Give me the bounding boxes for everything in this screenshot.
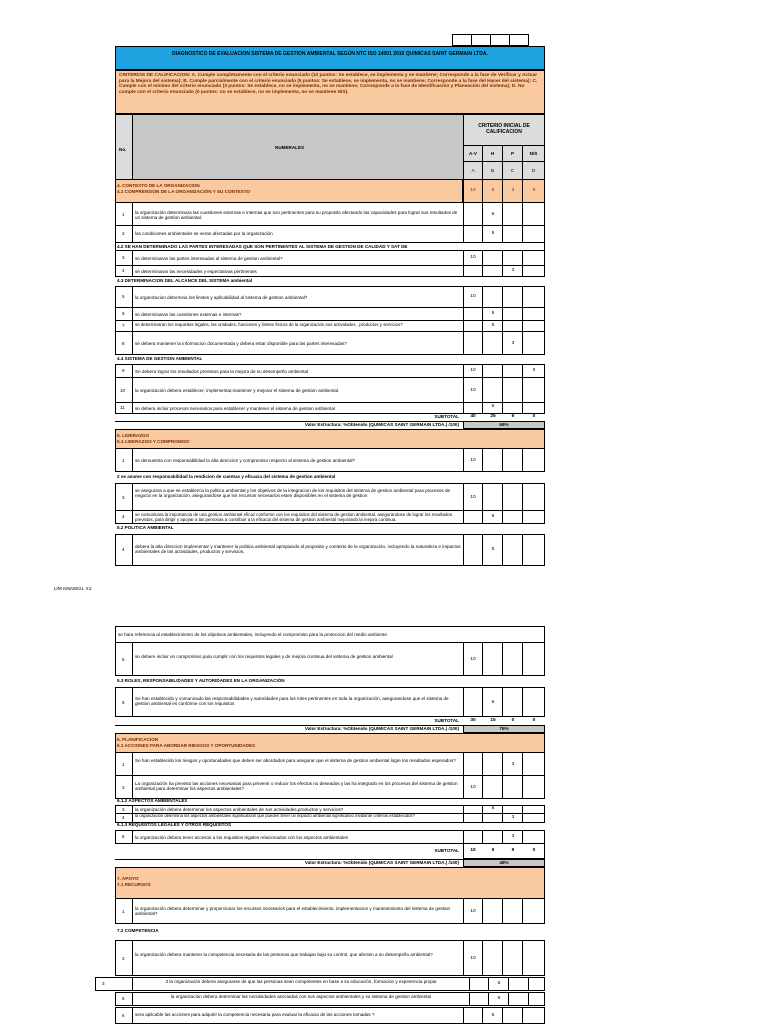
score-a: 10 <box>470 294 476 299</box>
score-cell <box>522 377 545 403</box>
score-h: 5 <box>491 231 495 236</box>
row-text-cell <box>132 225 464 243</box>
row-text-cell <box>132 265 464 277</box>
section-7-title: 7. APOYO <box>117 876 139 881</box>
score-p: 3 <box>511 762 515 767</box>
subtotal-a: 10 <box>470 848 476 853</box>
criterios-box <box>115 70 545 114</box>
row-text-cell <box>132 1007 464 1024</box>
row-text-cell <box>132 331 464 355</box>
score-cell <box>463 510 483 524</box>
score-cell <box>482 898 503 924</box>
col-label: A-V <box>469 151 477 156</box>
row-text-cell <box>132 364 464 378</box>
subtotal-b: 25 <box>490 414 496 419</box>
subtotal-label: SUBTOTAL <box>434 848 459 853</box>
score-p: 3 <box>511 268 515 273</box>
subtotal-c: 0 <box>511 718 515 723</box>
score-cell <box>463 265 483 277</box>
criterios-text: CRITERIOS DE CALIFICACION: A. Cumple completamente con el criterio enunciado (10 puntos: Se establece, se implementa y se mantiene; Corresponde a la fase de Verificar y Actuar para la Mejora del sistema); B. Cumple parcialmente con el criterio enunciado (5 puntos: Se establece, se implementa, no se mantiene; Corresponde a la fase del Hacer del sistema); C. Cumple con el mínimo del criterio enunciado (3 puntos: Se establece, no se implementa, no se mantiene; Corresponde a la fase de Identificación y Planeación del sistema); D. No cumple con el criterio enunciado (0 puntos: no se establece, no se implementa, no se mantiene N/S). <box>119 73 538 95</box>
row-number: 3 <box>122 807 125 812</box>
score-a: 10 <box>470 956 476 961</box>
score-cell <box>522 752 545 776</box>
row-number: 1 <box>122 212 125 217</box>
score-cell <box>482 775 503 799</box>
score-cell <box>522 830 545 844</box>
row-number: 6 <box>122 1013 125 1018</box>
score-a: 10 <box>470 785 476 790</box>
score-p: 3 <box>511 341 515 346</box>
letter-label: C <box>510 168 515 173</box>
score-cell <box>522 1007 545 1024</box>
score-cell <box>528 977 545 991</box>
section-5-1-title: 5.1 LIDERAZGO Y COMPROMISO <box>117 439 190 444</box>
score-p: 3 <box>511 834 515 839</box>
row-text-cell <box>132 448 464 472</box>
row-text-cell <box>132 752 464 776</box>
top-cell <box>452 34 472 46</box>
score-h: 5 <box>491 311 495 316</box>
score-cell <box>502 687 523 717</box>
row-text: se debere incluir un compromiso para cumplir con los requisitos legales y de mejora continua del sistema de gestion ambiental <box>135 654 393 659</box>
score-a: 10 <box>470 909 476 914</box>
row-text: se determinaran los requisitos legales, las unidades, funciones y limites fisicos de la organización,sus actividades , productos y servicios? <box>135 322 403 327</box>
row-text-cell <box>132 830 464 844</box>
row-text-cell <box>132 940 464 976</box>
score-cell <box>463 534 483 566</box>
score-d: 0 <box>532 368 536 373</box>
score-cell <box>463 813 483 823</box>
weight-d: 0 <box>532 188 536 193</box>
section-6-1-2-title: 6.1.2 ASPECTOS AMBIENTALES <box>117 798 188 803</box>
subtotal-b: 15 <box>490 718 496 723</box>
section-4-2-title: 4.2 SE HAN DETERMINADO LAS PARTES INTERESADAS QUE SON PERTINENTES AL SISTEMA DE GESTION DE CALIDAD Y SAT DE <box>117 244 408 249</box>
row-number: 5 <box>122 657 125 662</box>
row-number: 3 <box>102 981 105 986</box>
score-cell <box>463 752 483 776</box>
row-number: 1 <box>122 762 125 767</box>
section-5-2-title: 5.2 POLITICA AMBIENTAL <box>117 525 174 530</box>
letter-label: A <box>471 168 475 173</box>
score-cell <box>522 402 545 414</box>
score-cell <box>522 534 545 566</box>
row-text: la organización debera determinar los aspectos ambientales de sus actividades,productos y servicios? <box>135 807 344 812</box>
sheet-page-2 <box>102 626 545 1024</box>
score-cell <box>502 202 523 226</box>
row-text: se determinaran las cuestiones externas e internas? <box>135 312 242 317</box>
valor-percent <box>463 421 545 429</box>
row-text: la organización determina los aspectos ambientales significativos que pueden tener un impacto ambiental significativo mediante criterios establecidos? <box>135 813 415 818</box>
score-cell <box>502 307 523 321</box>
score-cell <box>502 250 523 266</box>
row-text: se asegurara a que se establezca la politica ambiental y los objetivos de la integracion de los requisitos del sistema de gestion ambiental para procesos de negocio en la organización, asegurandose que los recursos necesarios esten disponibles en el sistema de gestion <box>135 488 451 499</box>
score-a: 10 <box>470 388 476 393</box>
header-letter <box>502 161 523 180</box>
score-cell <box>502 775 523 799</box>
score-cell <box>469 977 489 991</box>
row-text: la organización debera determinar y proporcionar los recursos necesarios para el establecimiento, implementacion y mantenimiento del sistema de gestion ambiental? <box>135 906 451 917</box>
row-text: la organización determinara las cuestiones externas e internas que son pertinentes para su proposito afectando las capacidades para lograr sus resultados de un sistema de gestion ambiental. <box>135 210 458 221</box>
section-7-1-title: 7.1 RECURSOS <box>117 882 151 887</box>
score-cell <box>463 307 483 321</box>
score-h: 5 <box>491 323 495 328</box>
row-number: 5 <box>122 996 125 1001</box>
score-cell <box>522 307 545 321</box>
row-text: la organización debera establecer, implementar,mantener y mejorar el sistema de gestion ambiental. <box>135 388 340 393</box>
row-text-cell <box>132 402 464 414</box>
score-cell <box>502 642 523 676</box>
section-6-1-title: 6.1 ACCIONES PARA ABORDAR RIESGOS Y OPORTUNIDADES <box>117 743 256 748</box>
intro-text: se hara referencia al establecimiento de los objetivos ambientales, incluyendo el compromiso para la proteccion del medio ambiente <box>118 632 387 637</box>
col-label: P <box>510 151 515 156</box>
row-text-cell <box>132 202 464 226</box>
row-number: 3 <box>122 255 125 260</box>
score-a: 10 <box>470 657 476 662</box>
score-cell <box>463 402 483 414</box>
row-number: 4 <box>122 547 125 552</box>
valor-label: Valor Estructura: %Obtenido (QUIMICAS SAINT GERMAIN LTDA.) /100) <box>304 860 459 865</box>
row-number: 11 <box>120 405 125 410</box>
score-cell <box>482 250 503 266</box>
row-text: Se debera lograr los resultados previstos para la mejora de su desempeño ambiental <box>135 369 309 374</box>
row-text: Se han establecido los riesgos y oportunidades que deben ser abordados para asegurar que el sistema de gestion ambiental logre los resultados esperados? <box>135 758 456 763</box>
col-label: N/S <box>529 151 538 156</box>
score-h: 6 <box>491 514 495 519</box>
row-text: la organización debera mantener la competencia necesaria de las personas que trabajan bajo su control, que afecten a su desempeño ambiental? <box>135 952 433 957</box>
document-code: DM I06/08/01 V3 <box>54 587 92 592</box>
table-row <box>95 977 133 991</box>
row-text-cell <box>132 898 464 924</box>
score-cell <box>482 377 503 403</box>
section-6-1-3-title: 6.1.3 REQUISITOS LEGALES Y OTROS REQUISITOS <box>117 822 232 827</box>
score-cell <box>528 992 545 1006</box>
subtotal-label: SUBTOTAL <box>434 718 459 723</box>
section-7-2-title: 7.2 COMPETENCIA <box>117 928 159 933</box>
valor-percent-text: 66% <box>499 422 509 427</box>
valor-percent-text: 76% <box>499 726 509 731</box>
subtotal-box <box>463 843 545 859</box>
score-cell <box>463 830 483 844</box>
row-text: se determinaran las necesidades y espectativas pertinentes <box>135 269 257 274</box>
subtotal-label: SUBTOTAL <box>434 414 459 419</box>
score-cell <box>522 286 545 308</box>
row-text-cell <box>132 977 470 991</box>
score-cell <box>482 813 503 823</box>
score-cell <box>522 331 545 355</box>
score-cell <box>522 642 545 676</box>
score-cell <box>502 534 523 566</box>
row-number: 4 <box>122 268 125 273</box>
row-number: 5 <box>122 834 125 839</box>
header-col-h <box>482 145 503 162</box>
valor-label: Valor Estructura: %Obtenido (QUIMICAS SAINT GERMAIN LTDA.) /100) <box>304 726 459 731</box>
row-text: debera la alta direccion implementar y mantener la politica ambiental apropiando al proposito y contexto de la organización, incluyendo la naturaleza e impactos ambientales de las actividades, productos y servicios, <box>135 544 461 555</box>
letter-label: B <box>490 168 495 173</box>
row-text-cell <box>132 534 464 566</box>
row-number: 5 <box>122 294 125 299</box>
score-p: 3 <box>511 815 515 820</box>
row-text: la organizacion determina los limites y aplicabilidad al sistema de gestion ambiental? <box>135 295 308 300</box>
subtotal-a: 40 <box>470 414 476 419</box>
header-no-label: No. <box>119 147 127 152</box>
section-4-4-title: 4.4 SISTEMA DE GESTION AMBIENTAL <box>117 356 203 361</box>
header-numerales-label: NUMERALES <box>275 145 305 150</box>
subtotal-a: 30 <box>470 718 476 723</box>
header-col-ns <box>522 145 545 162</box>
document-title <box>115 46 545 70</box>
score-cell <box>522 940 545 976</box>
section-4-3-title: 4.3 DETERMINACION DEL ALCANCE DEL SISTEMA ambiental <box>117 278 253 283</box>
valor-label: Valor Estructura: %Obtenido (QUIMICAS SAINT GERMAIN LTDA.) /100) <box>304 422 459 427</box>
score-cell <box>502 377 523 403</box>
score-cell <box>482 286 503 308</box>
title-text: DIAGNOSTICO DE EVALUACION SISTEMA DE GESTION AMBIENTAL SEGÚN NTC ISO 14001 2016 QUIMICAS SAINT GERMAIN LTDA. <box>172 51 488 57</box>
score-cell <box>502 402 523 414</box>
score-cell <box>522 202 545 226</box>
score-cell <box>522 448 545 472</box>
score-cell <box>502 448 523 472</box>
score-cell <box>482 642 503 676</box>
row-number: 2 <box>122 231 125 236</box>
header-col-p <box>502 145 523 162</box>
score-cell <box>482 940 503 976</box>
row-text: se determinaran las partes interesadas al sistema de gestion ambiental? <box>135 256 283 261</box>
row-text-cell <box>132 307 464 321</box>
top-cell <box>471 34 491 46</box>
score-cell <box>482 448 503 472</box>
score-cell <box>508 992 529 1006</box>
row-text-cell <box>132 775 464 799</box>
row-number: 1 <box>122 909 125 914</box>
score-cell <box>522 687 545 717</box>
score-h: 5 <box>491 212 495 217</box>
score-a: 10 <box>470 368 476 373</box>
score-h: 5 <box>491 404 495 409</box>
header-criterio-label: CRITERIO INICIAL DE CALIFICACION <box>478 123 530 135</box>
row-text: se debera mantener la informacion documentada y debera estar disponible para las partes interesadas? <box>135 341 347 346</box>
score-cell <box>502 364 523 378</box>
letter-label: D <box>531 168 536 173</box>
row-number: 7 <box>122 323 125 328</box>
section-5-title: 5. LIDERAZGO <box>117 433 150 438</box>
score-cell <box>463 202 483 226</box>
score-h: 5 <box>491 806 495 811</box>
score-cell <box>502 510 523 524</box>
subtotal-d: 0 <box>532 718 536 723</box>
row-number: 10 <box>120 388 126 393</box>
weight-b: 5 <box>491 188 495 193</box>
row-text-cell <box>132 510 464 524</box>
row-number: 4 <box>122 514 125 519</box>
score-cell <box>482 331 503 355</box>
valor-percent-text: 48% <box>499 860 509 865</box>
section-5-3-title: 5.3 ROLES, RESPONSABILIDADES Y AUTORIDADES EN LA ORGANIZACIÓN <box>117 678 285 683</box>
score-cell <box>522 775 545 799</box>
intro-row <box>115 626 545 643</box>
score-cell <box>522 510 545 524</box>
score-cell <box>482 752 503 776</box>
valor-percent <box>463 859 545 867</box>
score-h: 5 <box>491 700 495 705</box>
row-text-cell <box>132 377 464 403</box>
weight-a: 10 <box>470 188 476 193</box>
score-cell <box>522 250 545 266</box>
row-text: se debera incluir procesos necesarios para establecer y mantener el sistema de gestion ambiental <box>135 406 335 411</box>
sheet-page-1 <box>115 28 545 566</box>
score-h: 5 <box>491 1013 495 1018</box>
score-h: 6 <box>497 981 501 986</box>
subtotal-c: 6 <box>511 414 515 419</box>
score-cell <box>463 687 483 717</box>
row-number: 4 <box>122 815 125 820</box>
score-cell <box>463 1007 483 1024</box>
row-text: la organización debera tener accesos a los requisitos legales relacionados con los aspectos ambientales <box>135 835 348 840</box>
score-cell <box>463 225 483 243</box>
row-text-cell <box>132 250 464 266</box>
header-letter <box>482 161 503 180</box>
row-text: sera aplicable las acciones para adquirir la competencia necesaria para evaluar la eficacia de las acciones tomadas ? <box>135 1012 375 1017</box>
score-cell <box>522 225 545 243</box>
score-cell <box>508 977 529 991</box>
score-cell <box>482 483 503 511</box>
valor-percent <box>463 725 545 733</box>
section-5-1b-title: 2 se asume con responsabilidad la rendicion de cuentas y eficacia del sistema de gestion ambiental <box>117 474 336 479</box>
row-text-cell <box>132 687 464 717</box>
row-text: 3 la organización debera asegurarse de que las personas sean competentes en base a su educación, formacion y experiencia propia <box>165 979 437 984</box>
row-text: se demuestra con responsabilidad la alta direccion y compromiso respecto al sistema de gestion ambiental? <box>135 458 356 463</box>
row-number: 9 <box>122 368 125 373</box>
row-text: las condiciones ambientales se veran afectadas por la organización <box>135 231 273 236</box>
score-a: 10 <box>470 255 476 260</box>
score-cell <box>482 265 503 277</box>
header-letter <box>463 161 483 180</box>
score-cell <box>502 483 523 511</box>
score-cell <box>502 1007 523 1024</box>
score-cell <box>502 225 523 243</box>
score-a: 10 <box>470 495 476 500</box>
subtotal-c: 9 <box>511 848 515 853</box>
row-text-cell <box>132 992 470 1006</box>
subtotal-d: 0 <box>532 848 536 853</box>
section-7-header <box>115 867 545 899</box>
subtotal-d: 0 <box>532 414 536 419</box>
score-cell <box>482 364 503 378</box>
score-cell <box>522 898 545 924</box>
subtotal-b: 5 <box>491 848 495 853</box>
col-label: H <box>490 151 495 156</box>
row-number: 6 <box>122 311 125 316</box>
row-text: Se han establecido y comunicado las responsabilidades y autoridades para los roles pertinentes en toda la organización, asegurandose que el sistema de gestion ambiental es conforme con los requisitos <box>135 696 449 707</box>
row-number: 8 <box>122 341 125 346</box>
score-h: 5 <box>491 547 495 552</box>
header-letter <box>522 161 545 180</box>
section-4-1-title: 4.1 COMPRENSION DE LA ORGANIZACIÓN Y SU CONTEXTO <box>117 189 251 194</box>
top-cell <box>509 34 529 46</box>
score-cell <box>463 331 483 355</box>
section-4-title: 4. CONTEXTO DE LA ORGANIZACIÓN <box>117 183 200 188</box>
score-h: 6 <box>497 996 501 1001</box>
score-cell <box>522 483 545 511</box>
header-criterio <box>463 114 545 146</box>
section-6-title: 6. PLANIFICACION <box>117 737 159 742</box>
score-cell <box>502 940 523 976</box>
score-cell <box>469 992 489 1006</box>
row-number: 6 <box>122 700 125 705</box>
score-cell <box>502 286 523 308</box>
row-text: La organización ha previsto las acciones necesarias para prevenir o reducir los efectos no deseados y las ha integrado en los procesos del sistema de gestion ambiental para determinar los aspectos ambientales? <box>135 781 458 792</box>
row-text-cell <box>132 483 464 511</box>
score-a: 10 <box>470 458 476 463</box>
weight-c: 3 <box>511 188 515 193</box>
row-text: la organización debera determinar las necidsidades asociadas con sus aspectos ambientales y su sistema de gestion ambiental <box>170 994 432 999</box>
row-text-cell <box>132 286 464 308</box>
row-number: 2 <box>122 785 125 790</box>
score-cell <box>502 898 523 924</box>
header-col-av <box>463 145 483 162</box>
row-text: se comunicara la importancia de una gestion ambiental eficaz conforme con los requisitos del sistema de gestion ambiental, asegurandose de lograr los resultados previstos, para dirigir y apoyar a las personas a contribuir a la eficacia del sistema de gestion ambiental mejorando la mejora continua. <box>135 512 453 522</box>
top-cell <box>490 34 510 46</box>
row-text-cell <box>132 642 464 676</box>
score-cell <box>522 265 545 277</box>
score-cell <box>482 830 503 844</box>
row-number: 3 <box>122 495 125 500</box>
row-number: 2 <box>122 956 125 961</box>
row-number: 1 <box>122 458 125 463</box>
score-cell <box>522 813 545 823</box>
